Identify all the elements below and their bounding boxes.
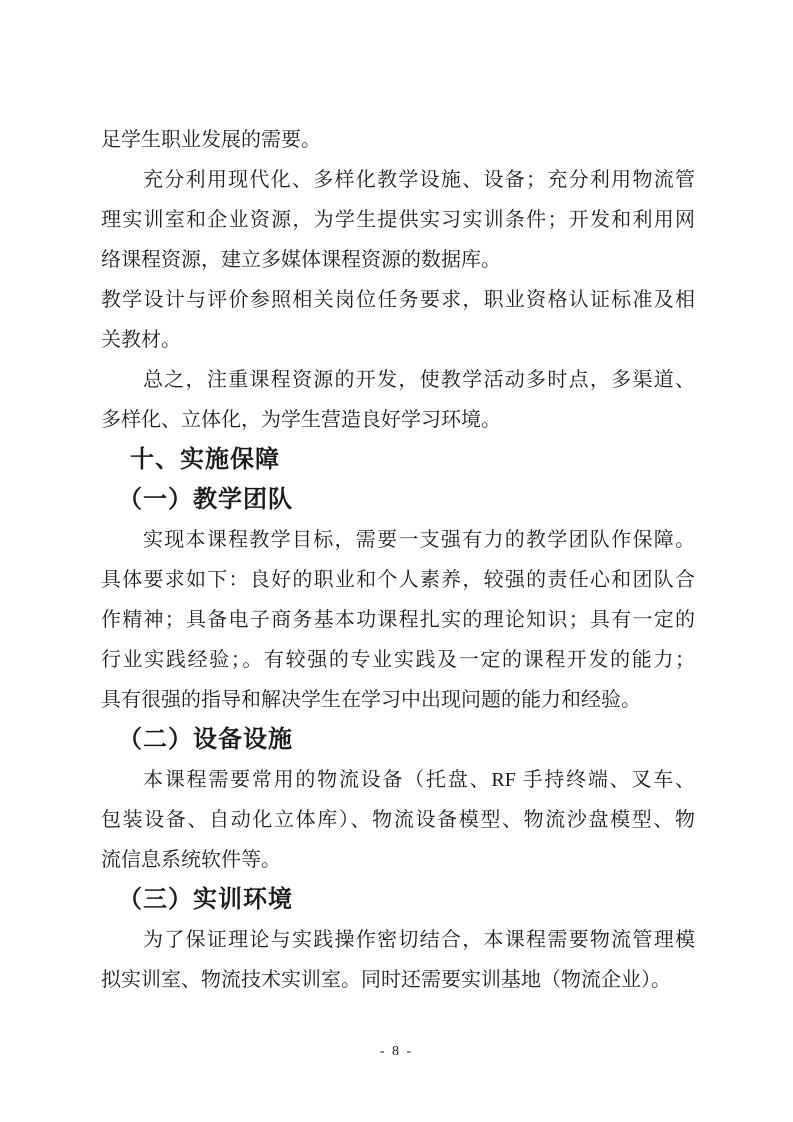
- page-footer: [0, 1044, 793, 1060]
- text-line: 拟实训室、物流技术实训室。同时还需要实训基地（物流企业）。: [101, 969, 671, 991]
- text-line: 总之，注重课程资源的开发，使教学活动多时点，多渠道、: [143, 369, 695, 391]
- text-line: 为了保证理论与实践操作密切结合，本课程需要物流管理模: [143, 929, 695, 951]
- section-heading: （三）实训环境: [118, 887, 293, 913]
- text-line: 包装设备、自动化立体库）、物流设备模型、物流沙盘模型、物: [101, 809, 695, 831]
- document-body: [101, 120, 695, 1000]
- text-line: 教学设计与评价参照相关岗位任务要求，职业资格认证标准及相: [101, 289, 695, 311]
- text-line: 行业实践经验；。有较强的专业实践及一定的课程开发的能力；: [101, 649, 695, 671]
- text-line: 关教材。: [101, 329, 181, 351]
- text-line: 具有很强的指导和解决学生在学习中出现问题的能力和经验。: [101, 689, 641, 711]
- section-heading: （二）设备设施: [118, 727, 293, 753]
- text-line: 足学生职业发展的需要。: [101, 129, 321, 151]
- text-line: 多样化、立体化，为学生营造良好学习环境。: [101, 409, 501, 431]
- text-line: 作精神；具备电子商务基本功课程扎实的理论知识；具有一定的: [101, 609, 695, 631]
- text-line: 理实训室和企业资源，为学生提供实习实训条件；开发和利用网: [101, 209, 695, 231]
- text-line: 本课程需要常用的物流设备（托盘、RF 手持终端、叉车、: [143, 769, 695, 791]
- page-number: - 8 -: [379, 1044, 414, 1059]
- text-line: 实现本课程教学目标，需要一支强有力的教学团队作保障。: [143, 529, 695, 551]
- section-heading: （一）教学团队: [118, 487, 293, 513]
- text-line: 具体要求如下：良好的职业和个人素养，较强的责任心和团队合: [101, 569, 695, 591]
- section-heading: 十、实施保障: [130, 447, 280, 473]
- text-line: 流信息系统软件等。: [101, 849, 281, 871]
- text-line: 充分利用现代化、多样化教学设施、设备；充分利用物流管: [143, 169, 695, 191]
- text-line: 络课程资源，建立多媒体课程资源的数据库。: [101, 249, 501, 271]
